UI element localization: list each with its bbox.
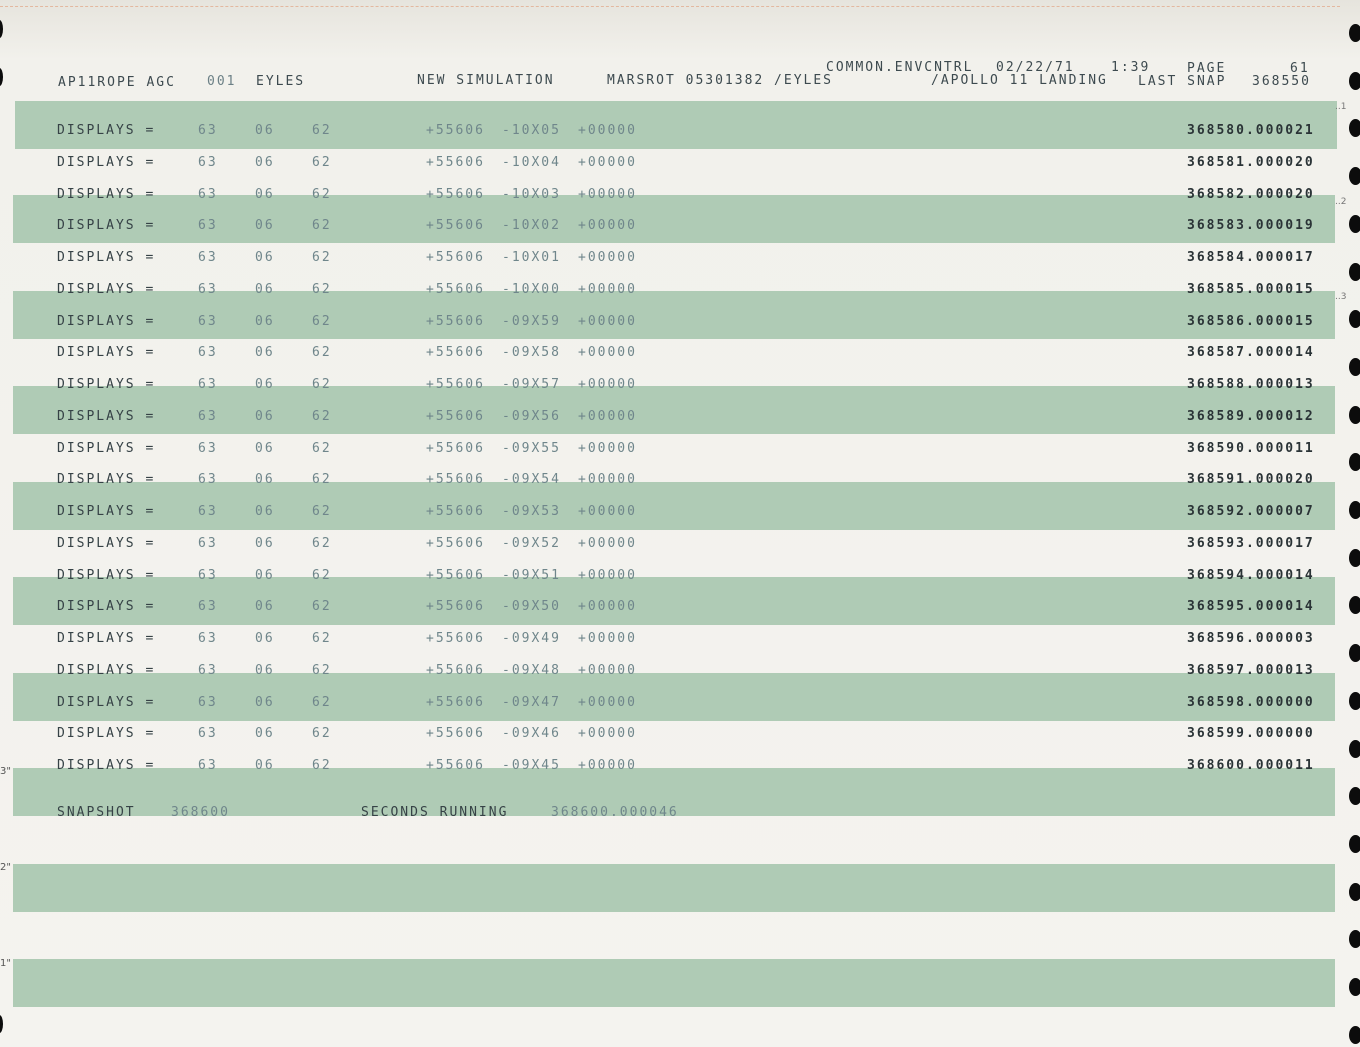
snapshot-time: 368582.000020 [1187, 187, 1315, 202]
display-label: DISPLAYS = [57, 377, 156, 392]
feed-hole [1349, 406, 1360, 424]
feed-hole [1349, 740, 1360, 758]
display-field-a: 63 [198, 695, 218, 710]
display-field-b: 06 [255, 695, 275, 710]
display-field-b: 06 [255, 409, 275, 424]
display-field-c: 62 [312, 472, 332, 487]
display-field-e: -09X57 [502, 377, 561, 392]
display-field-c: 62 [312, 218, 332, 233]
display-field-c: 62 [312, 758, 332, 773]
display-field-b: 06 [255, 345, 275, 360]
display-label: DISPLAYS = [57, 409, 156, 424]
display-field-f: +00000 [578, 377, 637, 392]
display-field-e: -09X58 [502, 345, 561, 360]
page-number: 61 [1290, 61, 1310, 76]
display-field-f: +00000 [578, 282, 637, 297]
display-field-e: -09X46 [502, 726, 561, 741]
rope-id: MARSROT 05301382 /EYLES [607, 73, 834, 88]
display-field-d: +55606 [426, 314, 485, 329]
display-field-b: 06 [255, 758, 275, 773]
feed-hole [1349, 692, 1360, 710]
display-field-a: 63 [198, 663, 218, 678]
display-label: DISPLAYS = [57, 599, 156, 614]
display-field-b: 06 [255, 155, 275, 170]
display-field-e: -10X00 [502, 282, 561, 297]
display-field-a: 63 [198, 599, 218, 614]
display-field-c: 62 [312, 250, 332, 265]
inch-mark-2: 2" [0, 862, 11, 873]
display-label: DISPLAYS = [57, 218, 156, 233]
display-label: DISPLAYS = [57, 726, 156, 741]
display-field-d: +55606 [426, 155, 485, 170]
display-field-c: 62 [312, 123, 332, 138]
display-label: DISPLAYS = [57, 282, 156, 297]
snapshot-time: 368595.000014 [1187, 599, 1315, 614]
display-field-d: +55606 [426, 695, 485, 710]
display-field-b: 06 [255, 187, 275, 202]
feed-hole [1349, 24, 1360, 42]
display-field-d: +55606 [426, 441, 485, 456]
display-field-b: 06 [255, 599, 275, 614]
display-field-d: +55606 [426, 758, 485, 773]
display-field-f: +00000 [578, 536, 637, 551]
display-label: DISPLAYS = [57, 631, 156, 646]
margin-mark-3: ..3 [1335, 292, 1347, 302]
display-field-a: 63 [198, 409, 218, 424]
snapshot-time: 368581.000020 [1187, 155, 1315, 170]
display-field-c: 62 [312, 441, 332, 456]
run-title: /APOLLO 11 LANDING [931, 73, 1108, 88]
display-label: DISPLAYS = [57, 758, 156, 773]
display-field-d: +55606 [426, 409, 485, 424]
display-field-c: 62 [312, 377, 332, 392]
snapshot-time: 368597.000013 [1187, 663, 1315, 678]
display-label: DISPLAYS = [57, 187, 156, 202]
feed-hole [1349, 72, 1360, 90]
print-time: 1:39 [1111, 60, 1151, 75]
display-field-f: +00000 [578, 472, 637, 487]
display-field-c: 62 [312, 536, 332, 551]
display-field-a: 63 [198, 568, 218, 583]
display-field-d: +55606 [426, 250, 485, 265]
display-label: DISPLAYS = [57, 155, 156, 170]
display-field-f: +00000 [578, 568, 637, 583]
display-field-b: 06 [255, 314, 275, 329]
display-field-e: -09X50 [502, 599, 561, 614]
snapshot-time: 368580.000021 [1187, 123, 1315, 138]
feed-hole [1349, 358, 1360, 376]
display-field-a: 63 [198, 314, 218, 329]
display-label: DISPLAYS = [57, 250, 156, 265]
snapshot-value: 368600 [171, 805, 230, 820]
run-number: 001 [207, 74, 237, 89]
snapshot-time: 368594.000014 [1187, 568, 1315, 583]
display-field-c: 62 [312, 631, 332, 646]
display-field-f: +00000 [578, 441, 637, 456]
perforation-line [0, 6, 1340, 7]
display-label: DISPLAYS = [57, 536, 156, 551]
run-mode: NEW SIMULATION [417, 73, 555, 88]
seconds-running-label: SECONDS RUNNING [361, 805, 509, 820]
display-field-f: +00000 [578, 123, 637, 138]
display-field-d: +55606 [426, 599, 485, 614]
display-field-c: 62 [312, 282, 332, 297]
feed-hole [1349, 835, 1360, 853]
display-field-e: -09X51 [502, 568, 561, 583]
seconds-running-value: 368600.000046 [551, 805, 679, 820]
display-label: DISPLAYS = [57, 314, 156, 329]
display-field-f: +00000 [578, 155, 637, 170]
last-snap-label: LAST SNAP [1138, 74, 1227, 89]
display-field-b: 06 [255, 250, 275, 265]
feed-hole [1349, 883, 1360, 901]
display-field-a: 63 [198, 536, 218, 551]
display-field-b: 06 [255, 568, 275, 583]
display-field-f: +00000 [578, 314, 637, 329]
display-field-d: +55606 [426, 123, 485, 138]
display-field-f: +00000 [578, 250, 637, 265]
feed-hole [1349, 549, 1360, 567]
display-field-c: 62 [312, 695, 332, 710]
display-field-a: 63 [198, 345, 218, 360]
display-field-e: -09X52 [502, 536, 561, 551]
snapshot-label: SNAPSHOT [57, 805, 136, 820]
margin-mark-2: ..2 [1335, 197, 1347, 207]
feed-hole [1349, 644, 1360, 662]
feed-hole [0, 68, 3, 86]
display-field-d: +55606 [426, 187, 485, 202]
feed-hole [1349, 501, 1360, 519]
display-field-e: -09X48 [502, 663, 561, 678]
feed-hole [1349, 787, 1360, 805]
display-field-c: 62 [312, 568, 332, 583]
display-label: DISPLAYS = [57, 441, 156, 456]
display-label: DISPLAYS = [57, 695, 156, 710]
display-label: DISPLAYS = [57, 345, 156, 360]
snapshot-time: 368598.000000 [1187, 695, 1315, 710]
display-field-c: 62 [312, 663, 332, 678]
display-field-a: 63 [198, 377, 218, 392]
snapshot-time: 368584.000017 [1187, 250, 1315, 265]
display-field-f: +00000 [578, 726, 637, 741]
display-field-a: 63 [198, 123, 218, 138]
display-field-e: -10X05 [502, 123, 561, 138]
feed-hole [1349, 978, 1360, 996]
display-label: DISPLAYS = [57, 568, 156, 583]
display-field-c: 62 [312, 314, 332, 329]
snapshot-time: 368591.000020 [1187, 472, 1315, 487]
display-field-e: -09X53 [502, 504, 561, 519]
display-field-c: 62 [312, 409, 332, 424]
display-field-f: +00000 [578, 663, 637, 678]
display-field-f: +00000 [578, 695, 637, 710]
display-field-f: +00000 [578, 599, 637, 614]
snapshot-time: 368585.000015 [1187, 282, 1315, 297]
display-field-d: +55606 [426, 536, 485, 551]
display-field-e: -09X56 [502, 409, 561, 424]
common-block: COMMON.ENVCNTRL [826, 60, 974, 75]
green-band [13, 959, 1335, 1007]
display-field-d: +55606 [426, 568, 485, 583]
display-field-b: 06 [255, 472, 275, 487]
display-field-b: 06 [255, 631, 275, 646]
display-field-b: 06 [255, 504, 275, 519]
display-field-b: 06 [255, 377, 275, 392]
user-name: EYLES [256, 74, 306, 89]
display-field-f: +00000 [578, 758, 637, 773]
display-field-e: -10X01 [502, 250, 561, 265]
display-field-a: 63 [198, 726, 218, 741]
green-band [13, 864, 1335, 912]
display-field-e: -09X49 [502, 631, 561, 646]
snapshot-time: 368589.000012 [1187, 409, 1315, 424]
snapshot-time: 368592.000007 [1187, 504, 1315, 519]
feed-hole [0, 20, 3, 38]
display-field-d: +55606 [426, 345, 485, 360]
display-field-a: 63 [198, 187, 218, 202]
display-label: DISPLAYS = [57, 472, 156, 487]
display-field-b: 06 [255, 441, 275, 456]
display-field-d: +55606 [426, 726, 485, 741]
feed-hole [1349, 1026, 1360, 1044]
display-field-d: +55606 [426, 663, 485, 678]
display-field-e: -09X54 [502, 472, 561, 487]
snapshot-time: 368587.000014 [1187, 345, 1315, 360]
display-field-d: +55606 [426, 218, 485, 233]
display-field-e: -09X55 [502, 441, 561, 456]
feed-hole [1349, 119, 1360, 137]
display-field-b: 06 [255, 726, 275, 741]
display-field-a: 63 [198, 282, 218, 297]
display-field-a: 63 [198, 631, 218, 646]
display-field-c: 62 [312, 504, 332, 519]
snapshot-time: 368593.000017 [1187, 536, 1315, 551]
display-label: DISPLAYS = [57, 123, 156, 138]
feed-hole [0, 1015, 3, 1033]
feed-hole [1349, 215, 1360, 233]
display-field-c: 62 [312, 599, 332, 614]
snapshot-time: 368596.000003 [1187, 631, 1315, 646]
display-field-d: +55606 [426, 472, 485, 487]
snapshot-time: 368588.000013 [1187, 377, 1315, 392]
display-field-f: +00000 [578, 345, 637, 360]
display-field-a: 63 [198, 218, 218, 233]
feed-hole [1349, 310, 1360, 328]
display-field-f: +00000 [578, 631, 637, 646]
display-field-e: -09X45 [502, 758, 561, 773]
display-label: DISPLAYS = [57, 663, 156, 678]
display-field-a: 63 [198, 504, 218, 519]
display-field-e: -10X04 [502, 155, 561, 170]
display-field-f: +00000 [578, 218, 637, 233]
display-field-c: 62 [312, 726, 332, 741]
display-field-a: 63 [198, 758, 218, 773]
inch-mark-1: 1" [0, 958, 11, 969]
feed-hole [1349, 930, 1360, 948]
display-field-d: +55606 [426, 504, 485, 519]
display-field-b: 06 [255, 536, 275, 551]
snapshot-time: 368586.000015 [1187, 314, 1315, 329]
snapshot-time: 368583.000019 [1187, 218, 1315, 233]
page-label: PAGE [1187, 61, 1227, 76]
display-field-e: -09X47 [502, 695, 561, 710]
display-field-c: 62 [312, 155, 332, 170]
display-label: DISPLAYS = [57, 504, 156, 519]
margin-mark-1: ..1 [1335, 102, 1347, 112]
print-date: 02/22/71 [996, 60, 1075, 75]
display-field-b: 06 [255, 123, 275, 138]
display-field-c: 62 [312, 345, 332, 360]
display-field-a: 63 [198, 441, 218, 456]
display-field-d: +55606 [426, 631, 485, 646]
display-field-a: 63 [198, 472, 218, 487]
display-field-e: -10X03 [502, 187, 561, 202]
display-field-d: +55606 [426, 282, 485, 297]
display-field-b: 06 [255, 218, 275, 233]
feed-hole [1349, 453, 1360, 471]
display-field-e: -10X02 [502, 218, 561, 233]
feed-hole [1349, 167, 1360, 185]
display-field-a: 63 [198, 250, 218, 265]
display-field-a: 63 [198, 155, 218, 170]
last-snap-value: 368550 [1252, 74, 1311, 89]
display-field-d: +55606 [426, 377, 485, 392]
snapshot-time: 368590.000011 [1187, 441, 1315, 456]
display-field-b: 06 [255, 282, 275, 297]
snapshot-time: 368599.000000 [1187, 726, 1315, 741]
display-field-f: +00000 [578, 187, 637, 202]
display-field-f: +00000 [578, 504, 637, 519]
inch-mark-3: 3" [0, 766, 11, 777]
feed-hole [1349, 596, 1360, 614]
job-id: AP11ROPE AGC [58, 75, 176, 90]
display-field-c: 62 [312, 187, 332, 202]
snapshot-time: 368600.000011 [1187, 758, 1315, 773]
feed-hole [1349, 263, 1360, 281]
display-field-f: +00000 [578, 409, 637, 424]
display-field-e: -09X59 [502, 314, 561, 329]
display-field-b: 06 [255, 663, 275, 678]
